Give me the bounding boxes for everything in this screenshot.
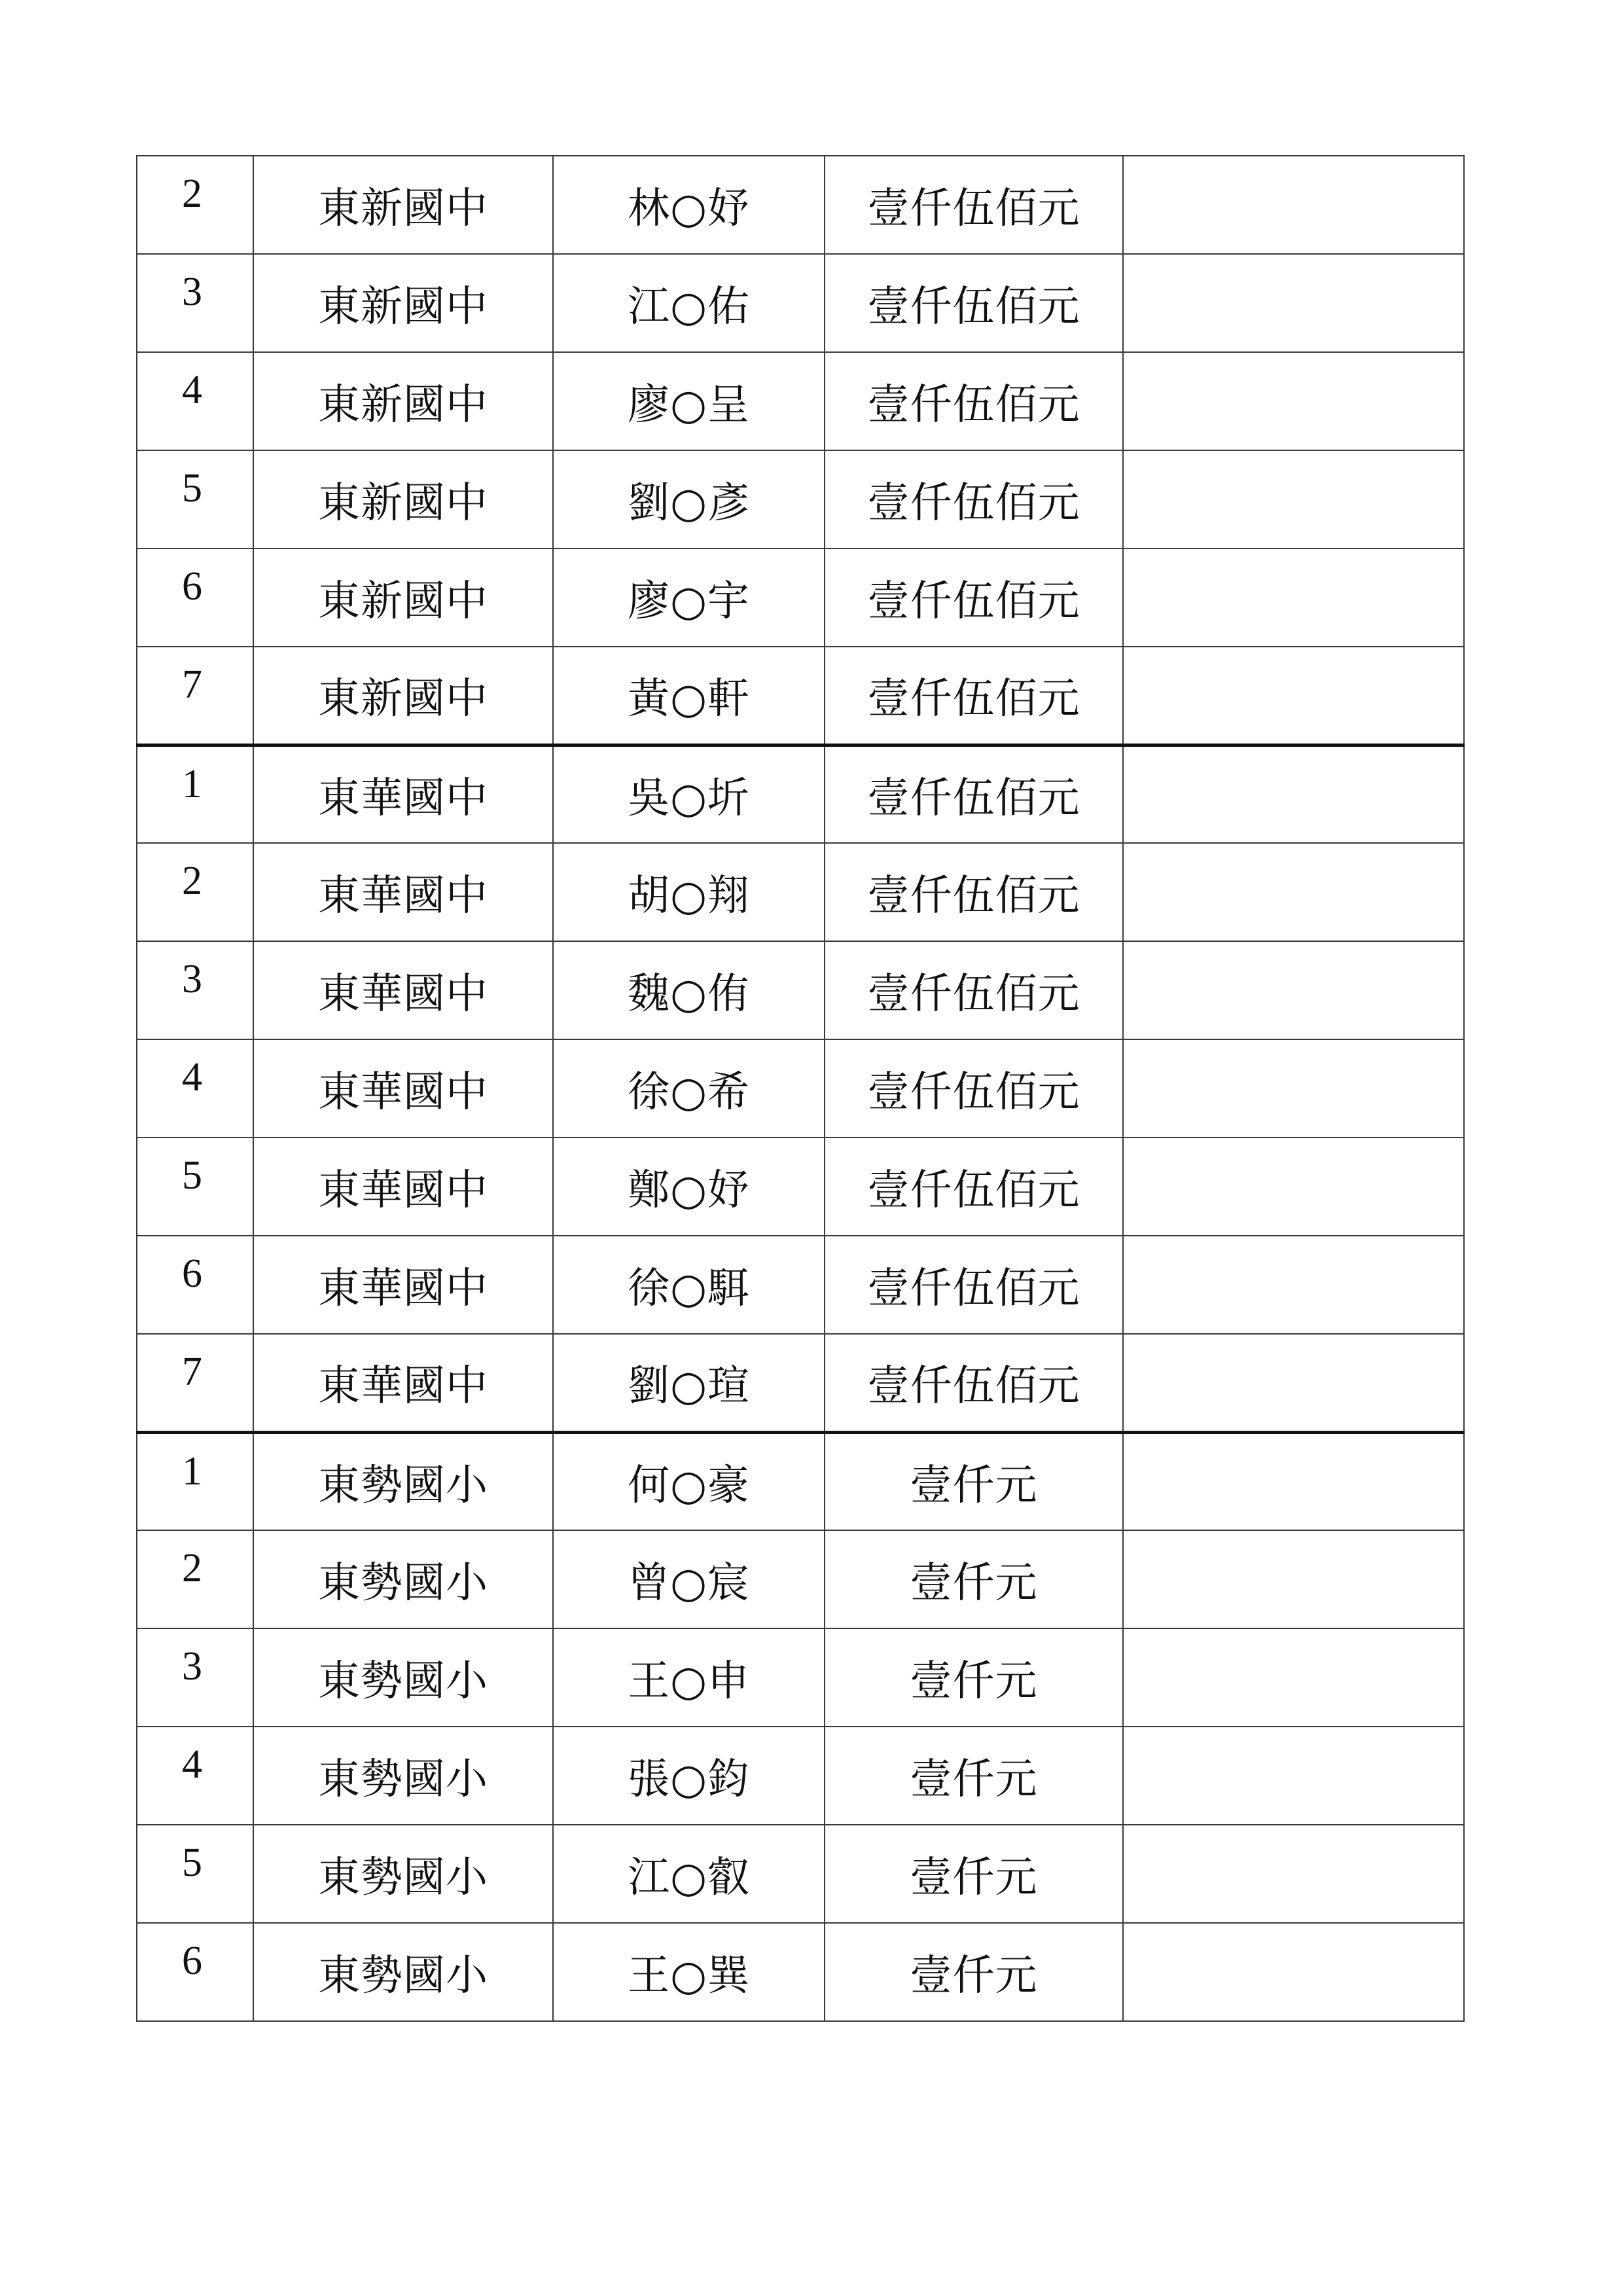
student-name: 何○豪 [553, 1432, 825, 1530]
row-number: 5 [137, 1138, 253, 1236]
school-name: 東新國中 [253, 156, 553, 254]
table-row [137, 1236, 1464, 1334]
row-number: 4 [137, 1039, 253, 1138]
row-number: 4 [137, 1727, 253, 1825]
award-amount: 壹仟伍佰元 [825, 1236, 1123, 1334]
school-name: 東華國中 [253, 941, 553, 1039]
award-table [136, 155, 1465, 2022]
student-name: 江○叡 [553, 1825, 825, 1923]
award-amount: 壹仟元 [825, 1727, 1123, 1825]
row-number: 3 [137, 941, 253, 1039]
student-name: 鄭○妤 [553, 1138, 825, 1236]
award-amount: 壹仟伍佰元 [825, 941, 1123, 1039]
row-number: 4 [137, 352, 253, 450]
student-name: 張○鈞 [553, 1727, 825, 1825]
row-number: 5 [137, 1825, 253, 1923]
award-amount: 壹仟伍佰元 [825, 450, 1123, 548]
award-amount: 壹仟伍佰元 [825, 156, 1123, 254]
student-name: 徐○駬 [553, 1236, 825, 1334]
table-row [137, 745, 1464, 843]
award-amount: 壹仟伍佰元 [825, 254, 1123, 352]
remark-cell [1123, 1923, 1464, 2021]
remark-cell [1123, 745, 1464, 843]
school-name: 東華國中 [253, 745, 553, 843]
student-name: 王○申 [553, 1628, 825, 1727]
row-number: 5 [137, 450, 253, 548]
remark-cell [1123, 647, 1464, 745]
row-number: 3 [137, 254, 253, 352]
school-name: 東華國中 [253, 1039, 553, 1138]
remark-cell [1123, 1530, 1464, 1628]
school-name: 東華國中 [253, 1138, 553, 1236]
row-number: 7 [137, 647, 253, 745]
student-name: 吳○圻 [553, 745, 825, 843]
student-name: 魏○侑 [553, 941, 825, 1039]
table-row [137, 1727, 1464, 1825]
table-row [137, 1432, 1464, 1530]
table-row [137, 647, 1464, 745]
award-amount: 壹仟伍佰元 [825, 745, 1123, 843]
remark-cell [1123, 1628, 1464, 1727]
remark-cell [1123, 352, 1464, 450]
award-amount: 壹仟元 [825, 1432, 1123, 1530]
student-name: 江○佑 [553, 254, 825, 352]
remark-cell [1123, 450, 1464, 548]
school-name: 東勢國小 [253, 1628, 553, 1727]
student-name: 廖○呈 [553, 352, 825, 450]
school-name: 東勢國小 [253, 1432, 553, 1530]
student-name: 黃○軒 [553, 647, 825, 745]
school-name: 東新國中 [253, 450, 553, 548]
award-amount: 壹仟元 [825, 1825, 1123, 1923]
student-name: 林○妤 [553, 156, 825, 254]
remark-cell [1123, 1825, 1464, 1923]
award-amount: 壹仟元 [825, 1530, 1123, 1628]
table-row [137, 352, 1464, 450]
row-number: 6 [137, 1236, 253, 1334]
table-row [137, 450, 1464, 548]
table-row [137, 941, 1464, 1039]
row-number: 2 [137, 1530, 253, 1628]
row-number: 3 [137, 1628, 253, 1727]
school-name: 東華國中 [253, 1236, 553, 1334]
award-amount: 壹仟伍佰元 [825, 647, 1123, 745]
remark-cell [1123, 1432, 1464, 1530]
table-row [137, 254, 1464, 352]
student-name: 劉○彥 [553, 450, 825, 548]
student-name: 曾○宸 [553, 1530, 825, 1628]
student-name: 胡○翔 [553, 843, 825, 941]
table-row [137, 1039, 1464, 1138]
table-row [137, 843, 1464, 941]
table-row [137, 548, 1464, 647]
award-amount: 壹仟伍佰元 [825, 1334, 1123, 1432]
remark-cell [1123, 254, 1464, 352]
table-row [137, 1334, 1464, 1432]
table-row [137, 156, 1464, 254]
remark-cell [1123, 1727, 1464, 1825]
table-row [137, 1923, 1464, 2021]
remark-cell [1123, 941, 1464, 1039]
remark-cell [1123, 1236, 1464, 1334]
school-name: 東華國中 [253, 1334, 553, 1432]
row-number: 2 [137, 843, 253, 941]
remark-cell [1123, 843, 1464, 941]
row-number: 1 [137, 745, 253, 843]
row-number: 6 [137, 548, 253, 647]
table-row [137, 1825, 1464, 1923]
school-name: 東勢國小 [253, 1825, 553, 1923]
award-list-sheet [136, 155, 1463, 2022]
student-name: 劉○瑄 [553, 1334, 825, 1432]
table-row [137, 1138, 1464, 1236]
table-row [137, 1628, 1464, 1727]
student-name: 王○巽 [553, 1923, 825, 2021]
remark-cell [1123, 1138, 1464, 1236]
row-number: 2 [137, 156, 253, 254]
award-amount: 壹仟元 [825, 1923, 1123, 2021]
award-amount: 壹仟元 [825, 1628, 1123, 1727]
award-amount: 壹仟伍佰元 [825, 1138, 1123, 1236]
award-amount: 壹仟伍佰元 [825, 548, 1123, 647]
remark-cell [1123, 548, 1464, 647]
school-name: 東勢國小 [253, 1530, 553, 1628]
award-amount: 壹仟伍佰元 [825, 843, 1123, 941]
school-name: 東華國中 [253, 843, 553, 941]
award-amount: 壹仟伍佰元 [825, 1039, 1123, 1138]
remark-cell [1123, 1334, 1464, 1432]
row-number: 7 [137, 1334, 253, 1432]
school-name: 東新國中 [253, 647, 553, 745]
award-table-body [137, 156, 1464, 2021]
school-name: 東新國中 [253, 254, 553, 352]
row-number: 6 [137, 1923, 253, 2021]
school-name: 東勢國小 [253, 1923, 553, 2021]
remark-cell [1123, 156, 1464, 254]
school-name: 東勢國小 [253, 1727, 553, 1825]
student-name: 徐○希 [553, 1039, 825, 1138]
remark-cell [1123, 1039, 1464, 1138]
school-name: 東新國中 [253, 352, 553, 450]
school-name: 東新國中 [253, 548, 553, 647]
student-name: 廖○宇 [553, 548, 825, 647]
row-number: 1 [137, 1432, 253, 1530]
award-amount: 壹仟伍佰元 [825, 352, 1123, 450]
table-row [137, 1530, 1464, 1628]
